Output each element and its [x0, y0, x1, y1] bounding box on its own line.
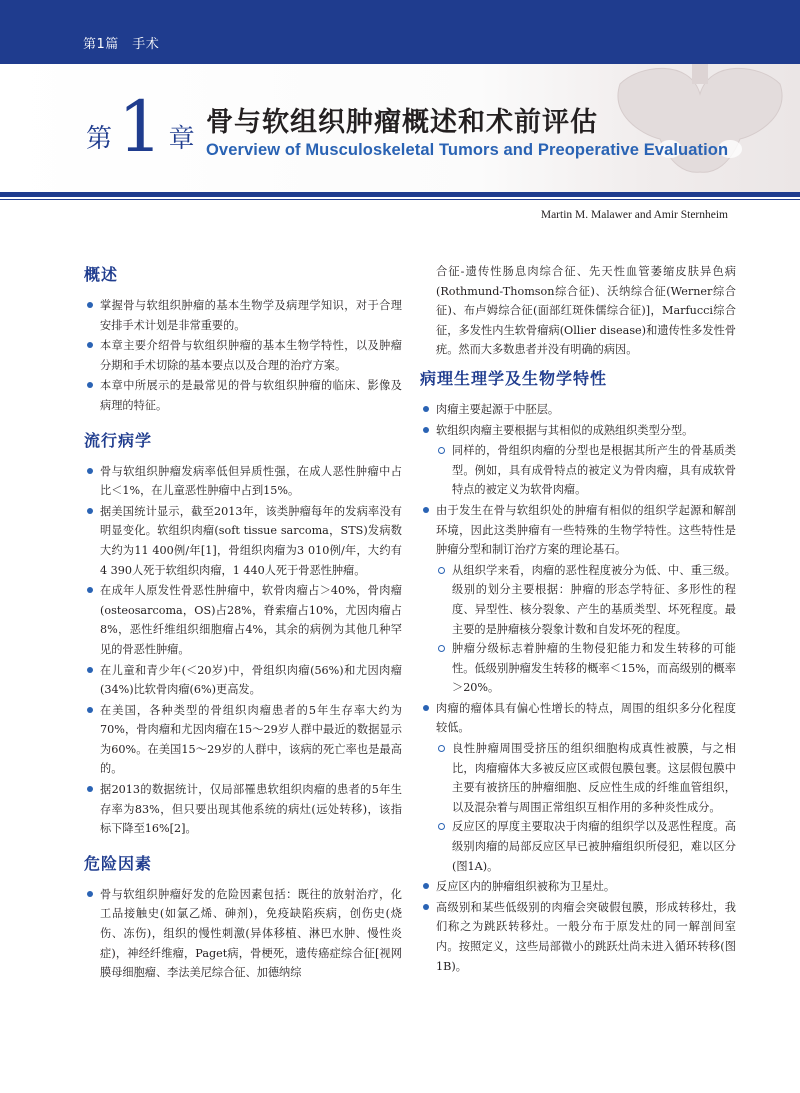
- pathophysiology-heading: 病理生理学及生物学特性: [420, 368, 608, 388]
- list-item: 本章主要介绍骨与软组织肿瘤的基本生物学特性，以及肿瘤分期和手术切除的基本要点以及合理的治疗方案。: [84, 336, 402, 375]
- list-item: [420, 501, 736, 698]
- epidemiology-heading: 流行病学: [84, 430, 153, 450]
- list-item: 据美国统计显示，截至2013年，该类肿瘤每年的发病率没有明显变化。软组织肉瘤(soft tissue sarcoma，STS)发病数大约为11 400例/年[1]，骨组织肉瘤为3 010例/年，大约有4 390人死于软组织肉瘤，1 440人死于骨恶性肿瘤。: [84, 502, 402, 580]
- chapter-digit: 1: [118, 86, 163, 168]
- pelvis-illustration: [600, 64, 800, 192]
- list-item: 在成年人原发性骨恶性肿瘤中，软骨肉瘤占＞40%，骨肉瘤(osteosarcoma，OS)占28%，脊索瘤占10%，尤因肉瘤占8%，恶性纤维组织细胞瘤占4%，其余的病例为其他几种罕见的骨恶性肿瘤。: [84, 581, 402, 659]
- divider-thick: [0, 192, 800, 197]
- list-item: [420, 898, 736, 976]
- risk-heading: 危险因素: [84, 853, 153, 873]
- divider-thin: [0, 199, 800, 200]
- right-column: [420, 262, 736, 988]
- chapter-prefix: 第: [86, 124, 113, 154]
- list-item-text: 肉瘤主要起源于中胚层。: [436, 402, 560, 416]
- chapter-number: [86, 86, 195, 168]
- sub-list-item: 肿瘤分级标志着肿瘤的生物侵犯能力和发生转移的可能性。低级别肿瘤发生转移的概率＜15%，而高级别的概率＞20%。: [436, 639, 736, 698]
- list-item: 在美国，各种类型的骨组织肉瘤患者的5年生存率大约为70%，骨肉瘤和尤因肉瘤在15～29岁人群中最近的数据显示为60%。在美国15～29岁的人群中，该病的死亡率也是最高的。: [84, 701, 402, 779]
- list-item-text: 高级别和某些低级别的肉瘤会突破假包膜，形成转移灶，我们称之为跳跃转移灶。一般分布于原发灶的同一解剖间室内。按照定义，这些局部微小的跳跃灶尚未进入循环转移(图1B)。: [436, 900, 736, 973]
- pathophysiology-section: [420, 366, 736, 976]
- list-item-text: 由于发生在骨与软组织处的肿瘤有相似的组织学起源和解剖环境，因此这类肿瘤有一些特殊的生物学特性。这些特性是肿瘤分型和制订治疗方案的理论基石。: [436, 503, 736, 557]
- left-column: [84, 262, 402, 995]
- risk-section: [84, 851, 402, 983]
- authors: Martin M. Malawer and Amir Sternheim: [540, 209, 728, 221]
- list-item-text: 软组织肉瘤主要根据与其相似的成熟组织类型分型。: [436, 423, 694, 437]
- list-item: 骨与软组织肿瘤发病率低但异质性强，在成人恶性肿瘤中占比＜1%，在儿童恶性肿瘤中占到15%。: [84, 462, 402, 501]
- epidemiology-section: [84, 428, 402, 839]
- list-item: 本章中所展示的是最常见的骨与软组织肿瘤的临床、影像及病理的特征。: [84, 376, 402, 415]
- sub-list-item: 同样的，骨组织肉瘤的分型也是根据其所产生的骨基质类型。例如，具有成骨特点的被定义为骨肉瘤，具有成软骨特点的被定义为软骨肉瘤。: [436, 441, 736, 500]
- list-item: [420, 421, 736, 500]
- sub-list-item: 反应区的厚度主要取决于肉瘤的组织学以及恶性程度。高级别肉瘤的局部反应区早已被肿瘤组织所侵犯，难以区分(图1A)。: [436, 817, 736, 876]
- chapter-title-zh: 骨与软组织肿瘤概述和术前评估: [206, 107, 598, 138]
- list-item: [420, 699, 736, 876]
- list-item-text: 肉瘤的瘤体具有偏心性增长的特点，周围的组织多分化程度较低。: [436, 701, 736, 735]
- top-bar: [0, 0, 800, 64]
- sub-list-item: 从组织学来看，肉瘤的恶性程度被分为低、中、重三级。级别的划分主要根据：肿瘤的形态学特征、多形性的程度、异型性、核分裂象、产生的基质类型、坏死程度。最主要的是肿瘤核分裂象计数和自发坏死的程度。: [436, 561, 736, 639]
- list-item: 据2013的数据统计，仅局部罹患软组织肉瘤的患者的5年生存率为83%，但只要出现其他系统的病灶(远处转移)，该指标下降至16%[2]。: [84, 780, 402, 839]
- list-item: [420, 877, 736, 897]
- list-item: 掌握骨与软组织肿瘤的基本生物学及病理学知识，对于合理安排手术计划是非常重要的。: [84, 296, 402, 335]
- sub-list-item: 良性肿瘤周围受挤压的组织细胞构成真性被膜，与之相比，肉瘤瘤体大多被反应区或假包膜包裹。这层假包膜中主要有被挤压的肿瘤细胞、反应性生成的纤维血管组织，以及混杂着与周围正常组织互相作用的多种炎性成分。: [436, 739, 736, 817]
- list-item-text: 反应区内的肿瘤组织被称为卫星灶。: [436, 880, 616, 894]
- overview-section: [84, 262, 402, 416]
- chapter-suffix: 章: [168, 124, 195, 154]
- risk-continued: 合征-遗传性肠息肉综合征、先天性血管萎缩皮肤异色病(Rothmund-Thomson综合征)、沃纳综合征(Werner综合征)、布卢姆综合征(面部红斑侏儒综合征)]，Marfucci综合征，多发性内生软骨瘤病(Ollier disease)和遗传性多发性骨疣。然而大多数患者并没有明确的病因。: [436, 265, 736, 357]
- list-item: 骨与软组织肿瘤好发的危险因素包括：既往的放射治疗，化工品接触史(如氯乙烯、砷剂)，免疫缺陷疾病，创伤史(烧伤、冻伤)，组织的慢性刺激(异体移植、淋巴水肿、慢性炎症)，神经纤维瘤，Paget病，骨梗死，遗传癌症综合征[视网膜母细胞瘤、李法美尼综合征、加德纳综: [84, 885, 402, 983]
- section-label: 第1篇 手术: [83, 37, 160, 52]
- chapter-title-en: Overview of Musculoskeletal Tumors and Preoperative Evaluation: [206, 141, 729, 159]
- overview-heading: 概述: [84, 265, 119, 284]
- list-item: [420, 400, 736, 420]
- list-item: 在儿童和青少年(＜20岁)中，骨组织肉瘤(56%)和尤因肉瘤(34%)比软骨肉瘤(6%)更高发。: [84, 661, 402, 700]
